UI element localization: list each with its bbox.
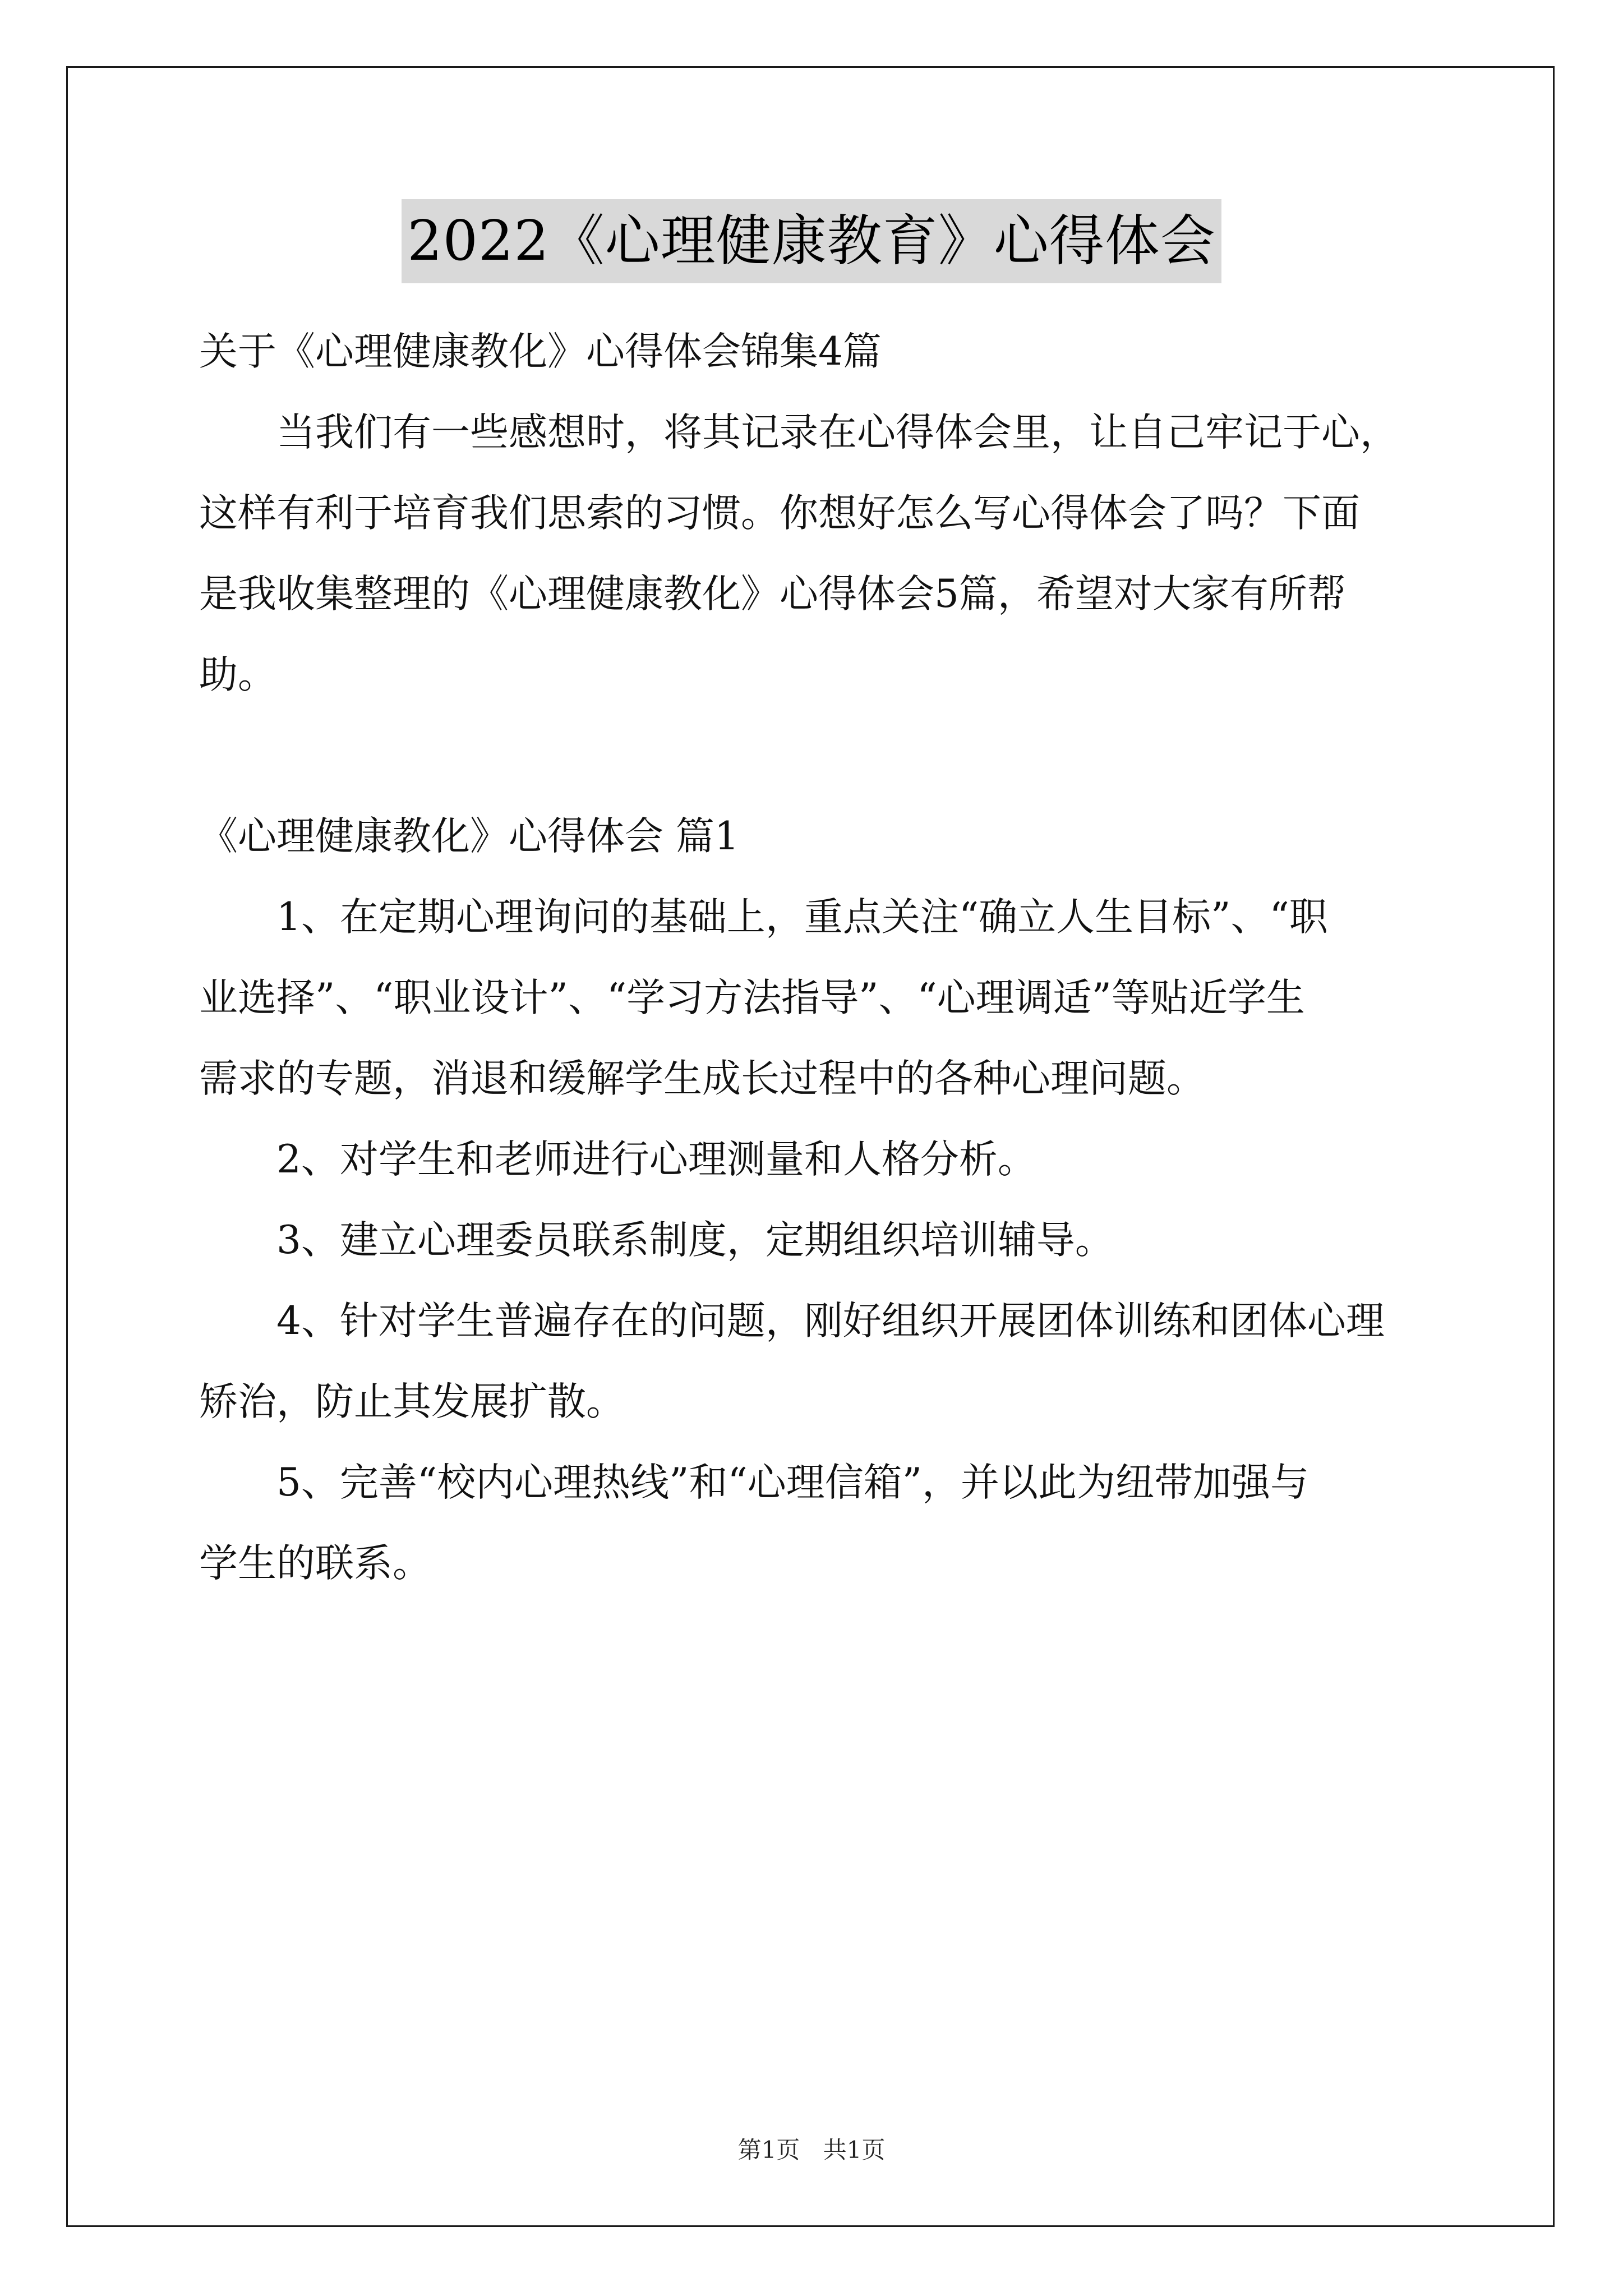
intro-line-2: 这样有利于培育我们思索的习惯。你想好怎么写心得体会了吗？下面 xyxy=(199,491,1360,536)
subtitle: 关于《心理健康教化》心得体会锦集4篇 xyxy=(199,329,882,374)
item-4-line-1: 4、针对学生普遍存在的问题，刚好组织开展团体训练和团体心理 xyxy=(276,1299,1385,1343)
item-4-line-2: 矫治，防止其发展扩散。 xyxy=(199,1379,625,1424)
document-title: 2022《心理健康教育》心得体会 xyxy=(402,199,1221,283)
item-3-line-1: 3、建立心理委员联系制度，定期组织培训辅导。 xyxy=(276,1218,1114,1263)
page-total: 共1页 xyxy=(823,2136,886,2164)
page-footer xyxy=(0,2132,1623,2165)
item-5-line-1: 5、完善“校内心理热线”和“心理信箱”，并以此为纽带加强与 xyxy=(276,1460,1309,1505)
item-2-line-1: 2、对学生和老师进行心理测量和人格分析。 xyxy=(276,1137,1036,1182)
intro-line-4: 助。 xyxy=(199,652,276,697)
section-heading: 《心理健康教化》心得体会 篇1 xyxy=(199,814,739,859)
document-body xyxy=(199,311,1438,1604)
item-1-line-1: 1、在定期心理询问的基础上，重点关注“确立人生目标”、“职 xyxy=(276,895,1328,940)
title-wrap xyxy=(0,199,1623,283)
intro-line-1: 当我们有一些感想时，将其记录在心得体会里，让自己牢记于心， xyxy=(276,410,1399,455)
item-1-line-3: 需求的专题，消退和缓解学生成长过程中的各种心理问题。 xyxy=(199,1056,1205,1101)
item-5-line-2: 学生的联系。 xyxy=(199,1541,431,1586)
intro-line-3: 是我收集整理的《心理健康教化》心得体会5篇，希望对大家有所帮 xyxy=(199,572,1346,616)
item-1-line-2: 业选择”、“职业设计”、“学习方法指导”、“心理调适”等贴近学生 xyxy=(199,976,1305,1020)
page-number: 第1页 xyxy=(737,2136,800,2164)
